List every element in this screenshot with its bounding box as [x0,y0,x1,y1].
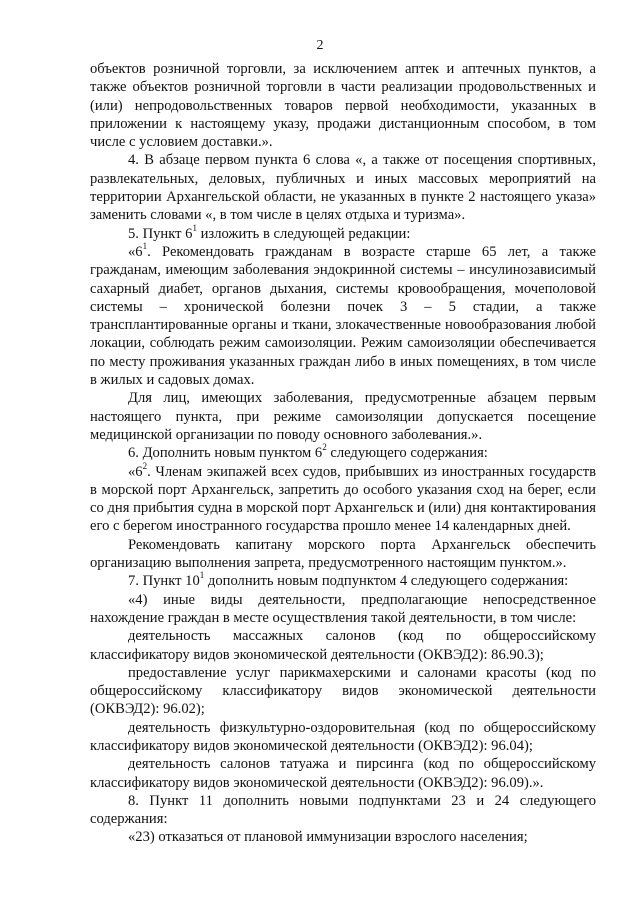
paragraph-16: «23) отказаться от плановой иммунизации взрослого населения; [128,829,528,846]
paragraph-text: изложить в следующей редакции: [196,225,411,242]
paragraph-9 [90,572,596,590]
paragraph-14: деятельность салонов татуажа и пирсинга (код по общероссийскому классификатору видов экономической деятельности (ОКВЭД2): 96.09).». [90,756,596,791]
superscript: 2 [142,460,148,471]
paragraph-8: Рекомендовать капитану морского порта Архангельск обеспечить организацию выполнения запрета, предусмотренного настоящим пунктом.». [90,536,596,572]
paragraph-text: 6. Дополнить новым пунктом 6 [128,445,323,462]
superscript: 1 [192,222,197,233]
paragraph-11: деятельность массажных салонов (код по общероссийскому классификатору видов экономической деятельности (ОКВЭД2): 86.90.3); [90,628,596,663]
paragraph-text: следующего содержания: [326,445,488,462]
paragraph-10: «4) иные виды деятельности, предполагающие непосредственное нахождение граждан в месте осуществления такой деятельности, в том числе: [90,591,596,626]
paragraph-text: . Рекомендовать гражданам в возрасте старше 65 лет, а также гражданам, имеющим заболевания эндокринной системы – инсулинозависимый сахарный диабет, органов дыхания, системы кровообращения, мочеполовой системы – хронической болезни почек 3 – 5 стадии, а также трансплантированные органы и ткани, злокачественные новообразования любой локации, соблюдать режим самоизоляции. Режим самоизоляции обеспечивается по месту проживания указанных граждан либо в иных помещениях, в том числе в жилых и садовых домах. [90,243,596,389]
paragraph-13: деятельность физкультурно-оздоровительная (код по общероссийскому классификатору видов экономической деятельности (ОКВЭД2): 96.04); [90,719,596,754]
document-body [90,60,596,847]
superscript: 2 [322,442,327,453]
paragraph-text: 5. Пункт 6 [128,225,193,242]
paragraph-6 [90,444,596,462]
paragraph-text: дополнить новым подпунктом 4 следующего содержания: [204,573,569,590]
paragraph-15: 8. Пункт 11 дополнить новыми подпунктами 23 и 24 следующего содержания: [90,792,596,828]
superscript: 1 [199,570,205,581]
paragraph-1: объектов розничной торговли, за исключением аптек и аптечных пунктов, а также объектов розничной торговли в части реализации продовольственных и (или) непродовольственных товаров первой необходимости, указанных в приложении к настоящему указу, продажи дистанционным способом, в том числе с условием доставки.». [90,61,596,151]
superscript: 1 [142,241,148,252]
paragraph-12: предоставление услуг парикмахерскими и салонами красоты (код по общероссийскому классификатору видов экономической деятельности (ОКВЭД2): 96.02); [90,664,596,718]
paragraph-text: «6 [128,243,143,260]
paragraph-7 [90,460,596,536]
paragraph-2: 4. В абзаце первом пункта 6 слова «, а также от посещения спортивных, развлекательных, деловых, публичных и иных массовых мероприятий на территории Архангельской области, не указанных в пункте 2 настоящего указа» заменить словами «, в том числе в целях отдыха и туризма». [90,152,596,224]
page-number: 2 [316,38,324,53]
paragraph-5: Для лиц, имеющих заболевания, предусмотренные абзацем первым настоящего пункта, при режиме самоизоляции допускается посещение медицинской организации по поводу основного заболевания.». [90,390,596,443]
paragraph-4 [90,243,596,389]
paragraph-text: 7. Пункт 10 [128,573,200,590]
paragraph-3 [90,222,596,243]
paragraph-text: . Членам экипажей всех судов, прибывших из иностранных государств в морской порт Архангельск, запретить до особого указания сход на берег, если со дня прибытия судна в морской порт Архангельск и (или) дня контактирования его с берегом иностранного государства прошло менее 14 календарных дней. [90,463,596,535]
paragraph-text: «6 [128,463,143,480]
